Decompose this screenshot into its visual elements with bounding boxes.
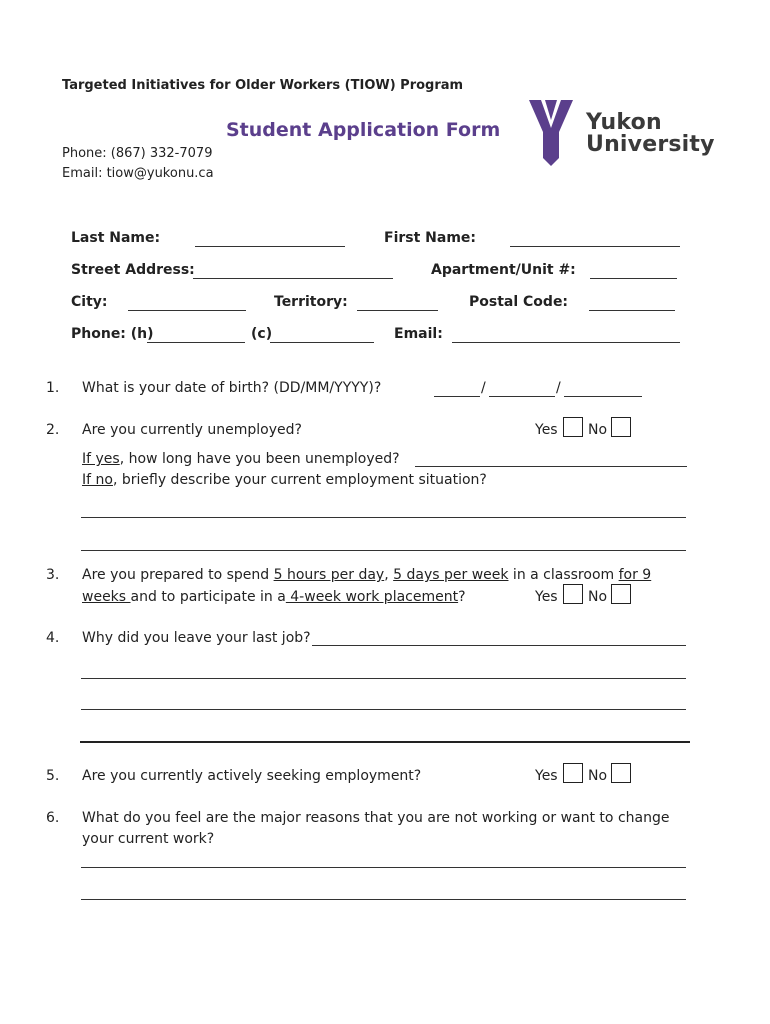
phone-home-label: Phone: (h) [71, 326, 154, 342]
apartment-label: Apartment/Unit #: [431, 262, 576, 278]
q2-yes-label: Yes [535, 422, 558, 438]
territory-label: Territory: [274, 294, 348, 310]
postal-code-field[interactable] [589, 310, 675, 311]
q3-weeks-b: weeks [82, 589, 131, 605]
last-job-reason-line-3[interactable] [81, 709, 686, 710]
phone-cell-field[interactable] [270, 342, 374, 343]
q3-yes-checkbox[interactable] [563, 584, 583, 604]
q3-text: Are you prepared to spend [82, 567, 274, 583]
q3-text: ? [458, 589, 466, 605]
q2-number: 2. [46, 422, 60, 438]
q1-text: What is your date of birth? (DD/MM/YYYY)? [82, 380, 382, 396]
street-address-label: Street Address: [71, 262, 195, 278]
employment-situation-line-1[interactable] [81, 517, 686, 518]
first-name-field[interactable] [510, 246, 680, 247]
q1-number: 1. [46, 380, 60, 396]
q3-text: and to participate in a [130, 589, 286, 605]
q3-text: in a classroom [508, 567, 619, 583]
last-name-label: Last Name: [71, 230, 161, 246]
q6-number: 6. [46, 810, 60, 826]
q3-yes-label: Yes [535, 589, 558, 605]
q2-if-no: If no [82, 472, 113, 488]
apartment-field[interactable] [590, 278, 677, 279]
q3-hours: 5 hours per day [273, 567, 385, 583]
q4-text: Why did you leave your last job? [82, 630, 311, 646]
logo-mark-left [529, 100, 551, 166]
dob-day-field[interactable] [434, 396, 480, 397]
logo-mark-right [551, 100, 573, 166]
last-name-field[interactable] [195, 246, 345, 247]
unemployed-duration-field[interactable] [415, 466, 687, 467]
dob-year-field[interactable] [564, 396, 642, 397]
page-title: Student Application Form [226, 119, 501, 141]
city-field[interactable] [128, 310, 246, 311]
q3-placement: 4-week work placement [285, 589, 459, 605]
dob-month-field[interactable] [489, 396, 555, 397]
q4-number: 4. [46, 630, 60, 646]
q2-if-yes: If yes [82, 451, 120, 467]
email-field[interactable] [452, 342, 680, 343]
dob-separator: / [556, 380, 561, 396]
q3-no-checkbox[interactable] [611, 584, 631, 604]
last-job-reason-line-2[interactable] [81, 678, 686, 679]
email-label: Email: [394, 326, 443, 342]
q3-weeks-a: for 9 [618, 567, 652, 583]
section-divider [80, 741, 690, 743]
q6-text-line-2: your current work? [82, 831, 215, 847]
postal-code-label: Postal Code: [469, 294, 569, 310]
logo-text-university: University [586, 132, 715, 157]
phone-home-field[interactable] [147, 342, 245, 343]
q2-followup-no-text: , briefly describe your current employment situation? [112, 472, 487, 488]
q6-text-line-1: What do you feel are the major reasons that you are not working or want to change [82, 810, 670, 826]
q2-text: Are you currently unemployed? [82, 422, 302, 438]
city-label: City: [71, 294, 108, 310]
q5-text: Are you currently actively seeking employment? [82, 768, 422, 784]
first-name-label: First Name: [384, 230, 477, 246]
q5-no-checkbox[interactable] [611, 763, 631, 783]
q5-yes-checkbox[interactable] [563, 763, 583, 783]
last-job-reason-line-1[interactable] [312, 645, 686, 646]
q5-number: 5. [46, 768, 60, 784]
territory-field[interactable] [357, 310, 438, 311]
q2-yes-checkbox[interactable] [563, 417, 583, 437]
q3-line-1 [82, 567, 651, 583]
employment-situation-line-2[interactable] [81, 550, 686, 551]
logo-text-yukon: Yukon [586, 110, 662, 135]
program-title: Targeted Initiatives for Older Workers (TIOW) Program [62, 78, 464, 93]
q3-line-2 [82, 589, 466, 605]
contact-phone: Phone: (867) 332-7079 [62, 146, 213, 161]
q2-no-checkbox[interactable] [611, 417, 631, 437]
phone-cell-label: (c) [251, 326, 273, 342]
dob-separator: / [481, 380, 486, 396]
q5-no-label: No [588, 768, 608, 784]
q3-days: 5 days per week [393, 567, 509, 583]
reasons-line-2[interactable] [81, 899, 686, 900]
q5-yes-label: Yes [535, 768, 558, 784]
q2-followup-yes-text: , how long have you been unemployed? [119, 451, 400, 467]
q3-text: , [384, 567, 394, 583]
street-address-field[interactable] [193, 278, 393, 279]
q2-followup-no [82, 472, 487, 488]
q2-followup-yes [82, 451, 400, 467]
q2-no-label: No [588, 422, 608, 438]
reasons-line-1[interactable] [81, 867, 686, 868]
q3-no-label: No [588, 589, 608, 605]
contact-email: Email: tiow@yukonu.ca [62, 166, 214, 181]
q3-number: 3. [46, 567, 60, 583]
